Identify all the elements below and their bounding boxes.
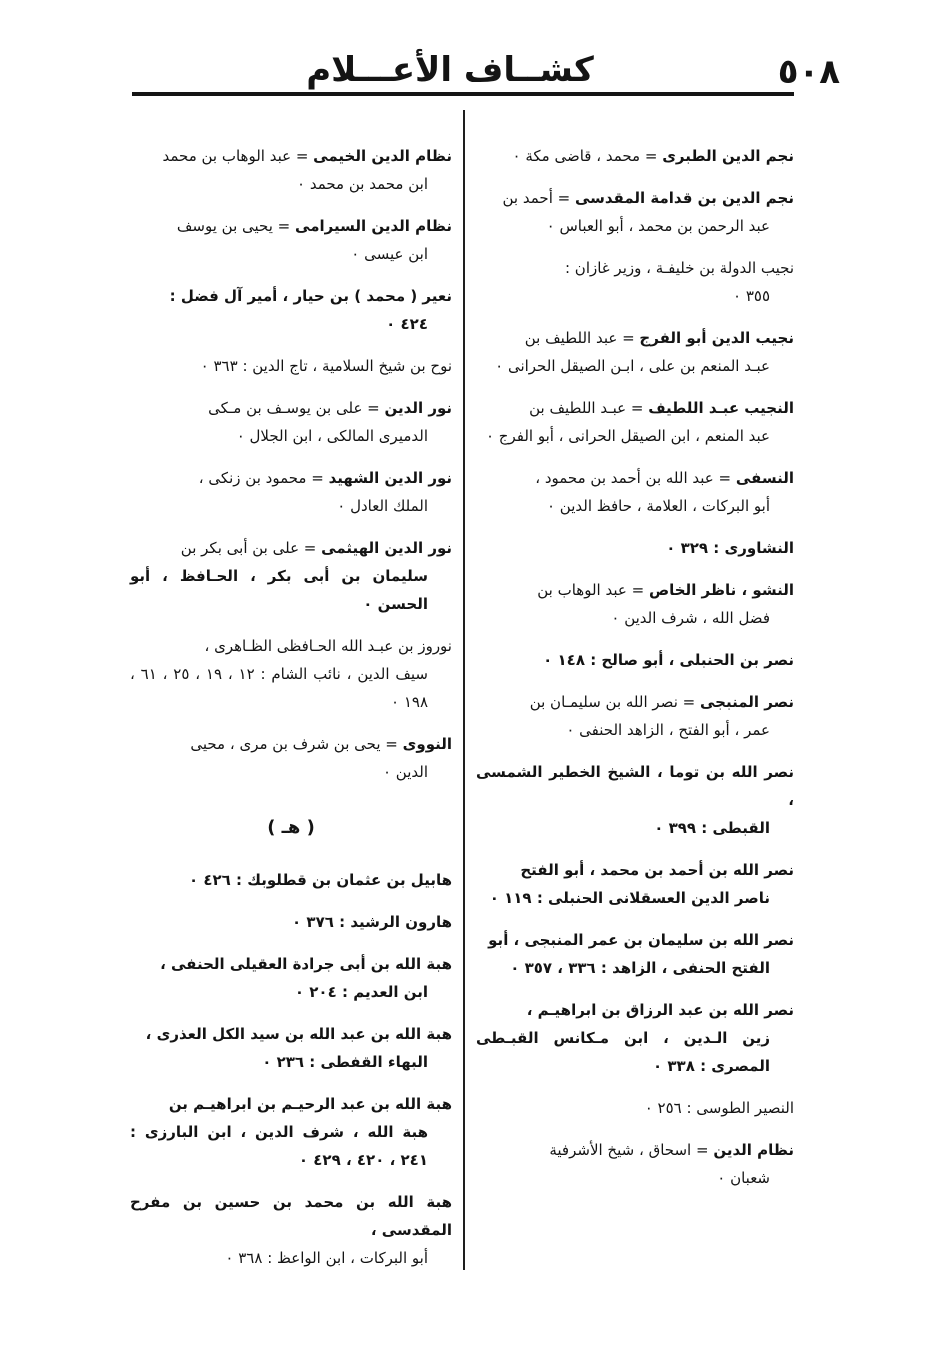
entry-continuation: سليمان بن أبى بكر ، الحـافظ ، أبو الحسن ٠: [130, 567, 428, 613]
entry-heading: هارون الرشيد : ٣٧٦ ٠: [292, 913, 452, 931]
index-entry: [476, 646, 794, 674]
entry-continuation: ٤٢٤ ٠: [386, 315, 428, 333]
entry-text: نجيب الدولة بن خليفـة ، وزير غازان :: [564, 259, 794, 277]
index-entry: [130, 950, 452, 1006]
entry-heading: نجيب الدين أبو الفرج: [639, 329, 794, 347]
entry-heading: النووى: [402, 735, 452, 753]
entry-continuation: الدين ٠: [382, 763, 428, 781]
column-divider: [463, 110, 465, 1270]
entry-heading: نجم الدين الطبرى: [662, 147, 794, 165]
entry-text: = عبد الوهاب بن: [537, 581, 649, 599]
entry-heading: هبة الله بن أبى جرادة العقيلى الحنفى ،: [160, 955, 452, 973]
index-entry: [130, 212, 452, 268]
entry-continuation: عبد المنعم ، ابن الصيقل الحرانى ، أبو الفرج ٠: [485, 427, 770, 445]
entry-heading: نور الدين الهيثمى: [321, 539, 452, 557]
index-entry: [476, 534, 794, 562]
entry-continuation: سيف الدين ، نائب الشام : ١٢ ، ١٩ ، ٢٥ ، ٦١ ، ١٩٨ ٠: [130, 665, 428, 711]
entry-text: = اسحاق ، شيخ الأشرفية: [549, 1141, 714, 1159]
index-entry: [476, 996, 794, 1080]
entry-heading: هبة الله بن محمد بن حسين بن مفرح المقدسى ،: [130, 1193, 452, 1239]
entry-continuation: فضل الله ، شرف الدين ٠: [611, 609, 770, 627]
index-entry: [476, 856, 794, 912]
entry-heading: نجم الدين بن قدامة المقدسى: [574, 189, 794, 207]
index-entry: [130, 394, 452, 450]
entry-continuation: أبو البركات ، العلامة ، حافظ الدين ٠: [546, 497, 770, 515]
entry-text: نوروز بن عبـد الله الحـافظى الظـاهرى ،: [204, 637, 452, 655]
entry-heading: نظام الدين السيرامى: [295, 217, 452, 235]
index-entry: [476, 576, 794, 632]
index-entry: [476, 926, 794, 982]
index-entry: [476, 142, 794, 170]
left-column: [130, 142, 452, 1286]
entry-text: = عبـد اللطيف بن: [529, 399, 649, 417]
entry-continuation: أبو البركات ، ابن الواعظ : ٣٦٨ ٠: [225, 1249, 428, 1267]
entries-nun: [130, 142, 452, 786]
entry-continuation: القبطى : ٣٩٩ ٠: [654, 819, 770, 837]
entry-continuation: البهاء القفطى : ٢٣٦ ٠: [262, 1053, 428, 1071]
index-entry: [130, 282, 452, 338]
index-entry: [130, 1020, 452, 1076]
header-rule: [132, 92, 794, 96]
index-entry: [476, 184, 794, 240]
entry-heading: هبة الله بن عبد الرحيـم بن ابراهيـم بن: [168, 1095, 452, 1113]
index-entry: [130, 352, 452, 380]
entry-continuation: الفتح الحنفى ، الزاهد : ٣٣٦ ، ٣٥٧ ٠: [510, 959, 770, 977]
index-entry: [130, 632, 452, 716]
entry-text: نوح بن شيخ السلامية ، تاج الدين : ٣٦٣ ٠: [200, 357, 452, 375]
right-column: [476, 142, 794, 1206]
entry-heading: نصر الله بن سليمان بن عمر المنبجى ، أبو: [488, 931, 794, 949]
entry-continuation: ابن عيسى ٠: [351, 245, 428, 263]
entry-text: النصير الطوسى : ٢٥٦ ٠: [644, 1099, 794, 1117]
entries-ha: [130, 866, 452, 1272]
entry-heading: نصر الله بن أحمد بن محمد ، أبو الفتح: [520, 861, 794, 879]
index-entry: [476, 464, 794, 520]
index-entry: [130, 908, 452, 936]
index-entry: [476, 1136, 794, 1192]
index-entry: [476, 758, 794, 842]
entry-heading: النشو ، ناظر الخاص: [648, 581, 794, 599]
entry-heading: نظام الدين الخيمى: [313, 147, 452, 165]
entry-heading: نظام الدين: [713, 1141, 794, 1159]
index-entry: [476, 324, 794, 380]
entry-heading: النجيب عبـد اللطيف: [648, 399, 794, 417]
entry-continuation: ابن العديم : ٢٠٤ ٠: [294, 983, 428, 1001]
entry-text: = محمد ، قاضى مكة ٠: [512, 147, 663, 165]
entry-text: = على بن يوسـف بن مـكى: [208, 399, 385, 417]
entry-text: = نصر الله بن سليمـان بن: [529, 693, 700, 711]
entry-heading: نصر الله بن توما ، الشيخ الخطير الشمسى ،: [476, 763, 794, 809]
index-entry: [130, 866, 452, 894]
index-entry: [130, 1090, 452, 1174]
index-entry: [476, 254, 794, 310]
entry-continuation: عبـد المنعم بن على ، ابـن الصيقل الحرانى ٠: [495, 357, 770, 375]
entry-text: = يحيى بن يوسف: [176, 217, 296, 235]
entry-heading: النشاورى : ٣٢٩ ٠: [666, 539, 794, 557]
entry-continuation: هبة الله ، شرف الدين ، ابن البارزى : ٢٤١ ، ٤٢٠ ، ٤٢٩ ٠: [130, 1123, 428, 1169]
index-entry: [130, 534, 452, 618]
index-entry: [130, 142, 452, 198]
entry-continuation: الملك العادل ٠: [337, 497, 428, 515]
index-entry: [476, 688, 794, 744]
index-entry: [130, 1188, 452, 1272]
entry-text: = محمود بن زنكى ،: [198, 469, 329, 487]
entry-continuation: الدميرى المالكى ، ابن الجلال ٠: [236, 427, 428, 445]
index-entry: [476, 1094, 794, 1122]
entry-heading: النسفى: [735, 469, 794, 487]
entry-text: = على بن أبى بكر بن: [180, 539, 322, 557]
entry-heading: نصر بن الحنبلى ، أبو صالح : ١٤٨ ٠: [543, 651, 794, 669]
index-entry: [476, 394, 794, 450]
entry-text: = أحمد بن: [502, 189, 575, 207]
entry-continuation: زين الـدين ، ابن مـكانس القبـطى المصرى : ٣٣٨ ٠: [476, 1029, 770, 1075]
index-entry: [130, 730, 452, 786]
entry-continuation: عبد الرحمن بن محمد ، أبو العباس ٠: [546, 217, 770, 235]
entry-heading: هابيل بن عثمان بن قطلوبك : ٤٢٦ ٠: [188, 871, 452, 889]
entry-heading: نور الدين: [384, 399, 452, 417]
page-title: كشــاف الأعـــلام: [306, 50, 594, 90]
entry-heading: هبة الله بن عبد الله بن سيد الكل العذرى ،: [145, 1025, 452, 1043]
entry-heading: نعير ( محمد ) بن حيار ، أمير آل فضل :: [169, 287, 452, 305]
entry-continuation: ابن محمد بن محمد ٠: [296, 175, 428, 193]
entry-continuation: ٣٥٥ ٠: [732, 287, 770, 305]
entry-heading: نصر المنبجى: [699, 693, 794, 711]
entry-text: = عبد الوهاب بن محمد: [162, 147, 314, 165]
section-heading-ha: ( هـ ): [267, 817, 315, 838]
entry-text: = عبد الله بن أحمد بن محمود ،: [535, 469, 736, 487]
index-entry: [130, 464, 452, 520]
entry-heading: نور الدين الشهيد: [328, 469, 452, 487]
entry-text: = عبد اللطيف بن: [524, 329, 640, 347]
entry-continuation: ناصر الدين العسقلانى الحنبلى : ١١٩ ٠: [489, 889, 770, 907]
page-number: ٥٠٨: [777, 52, 840, 92]
entry-text: = يحى بن شرف بن مرى ، محيى: [190, 735, 403, 753]
entry-heading: نصر الله بن عبد الرزاق بن ابراهيـم ،: [526, 1001, 794, 1019]
entry-continuation: شعبان ٠: [717, 1169, 770, 1187]
entry-continuation: عمر ، أبو الفتح ، الزاهد الحنفى ٠: [566, 721, 770, 739]
